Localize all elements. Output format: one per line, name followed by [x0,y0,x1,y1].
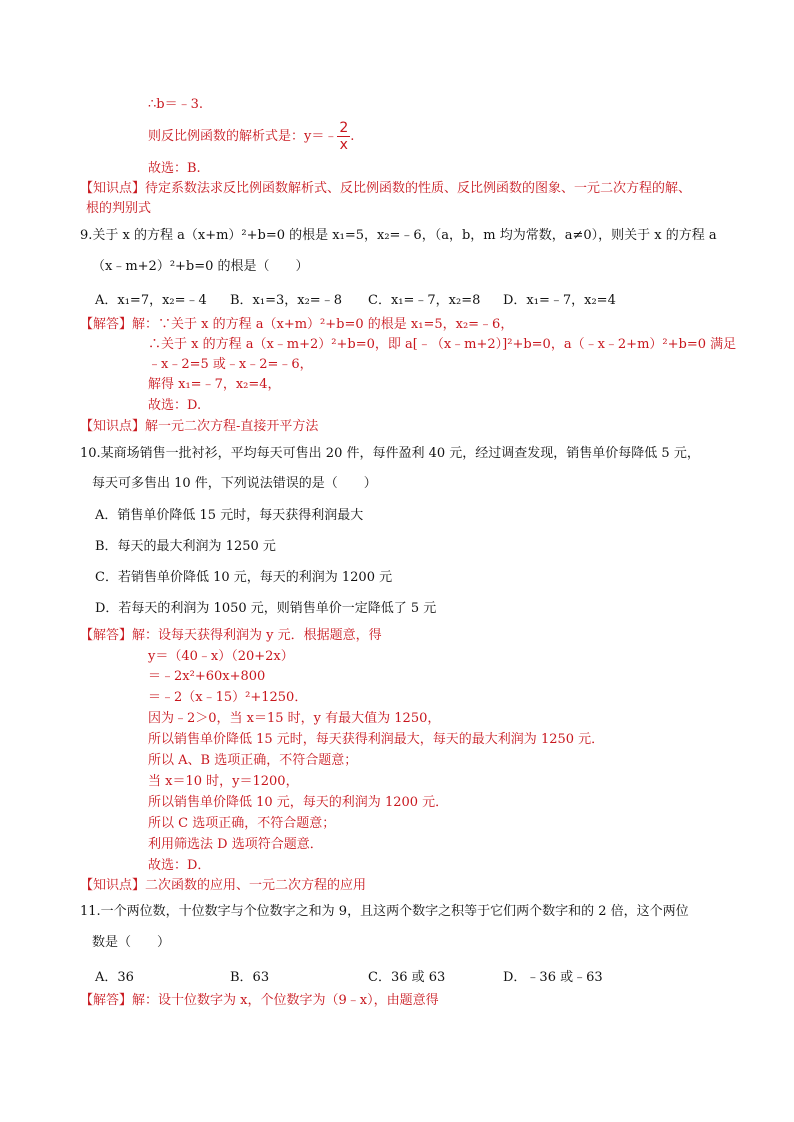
solution-text: 则反比例函数的解析式是：y＝﹣ [148,129,338,144]
knowledge-tag: 【知识点】 [80,181,146,196]
solution-text: 解：设十位数字为 x，个位数字为（9﹣x），由题意得 [132,993,439,1008]
answer-block [80,316,513,334]
solution-line: 利用筛选法 D 选项符合题意． [148,837,323,852]
solution-line: 所以 C 选项正确，不符合题意； [148,816,336,831]
option-d: D．﹣36 或﹣63 [503,970,603,985]
solution-line: 所以 A、B 选项正确，不符合题意； [148,753,358,768]
fraction-denominator: x [339,137,348,153]
question-10-stem-cont: 每天可多售出 10 件，下列说法错误的是（ ） [92,476,377,491]
answer-block [80,992,439,1010]
option-d: D．若每天的利润为 1050 元，则销售单价一定降低了 5 元 [95,601,437,616]
answer-tag: 【解答】 [80,993,133,1008]
option-b: B．每天的最大利润为 1250 元 [95,539,276,554]
solution-line: ∴关于 x 的方程 a（x﹣m+2）²+b=0，即 a[﹣（x﹣m+2）]²+b=0，a（﹣x﹣2+m）²+b=0 满足 [148,337,737,352]
knowledge-point [80,877,366,895]
option-a: A．36 [95,970,134,985]
option-c: C．若销售单价降低 10 元，每天的利润为 1200 元 [95,570,393,585]
fraction-numerator: 2 [339,120,349,136]
option-a: A．销售单价降低 15 元时，每天获得利润最大 [95,508,364,523]
knowledge-text-cont: 根的判别式 [86,201,152,216]
option-a: A．x₁=7，x₂=﹣4 [95,293,207,308]
solution-line: 故选：D. [148,398,202,413]
solution-line: ﹣x﹣2=5 或﹣x﹣2=﹣6， [148,357,313,372]
question-9-stem-cont: （x﹣m+2）²+b=0 的根是（ ） [92,259,309,274]
solution-line: 故选：D． [148,858,211,873]
option-d: D．x₁=﹣7，x₂=4 [503,293,616,308]
solution-line: ∴b＝﹣3. [148,97,203,112]
solution-text: . [350,129,355,144]
question-11-stem: 11.一个两位数，十位数字与个位数字之和为 9，且这两个数字之积等于它们两个数字和的 2 倍，这个两位 [80,904,689,919]
solution-line: 所以销售单价降低 10 元，每天的利润为 1200 元． [148,795,449,810]
question-11-stem-cont: 数是（ ） [92,935,171,950]
solution-line: 因为﹣2＞0，当 x＝15 时，y 有最大值为 1250， [148,711,441,726]
answer-block [80,627,382,645]
solution-line: 当 x＝10 时，y＝1200， [148,774,299,789]
answer-tag: 【解答】 [80,317,133,332]
knowledge-text: 解一元二次方程-直接开平方法 [145,419,319,434]
knowledge-tag: 【知识点】 [80,878,146,893]
knowledge-text: 二次函数的应用、一元二次方程的应用 [145,878,367,893]
solution-line: y＝（40﹣x）（20+2x） [148,649,294,664]
question-9-stem: 9.关于 x 的方程 a（x+m）²+b=0 的根是 x₁=5，x₂=﹣6，（a，b，m 均为常数，a≠0），则关于 x 的方程 a [80,228,717,243]
knowledge-tag: 【知识点】 [80,419,146,434]
knowledge-point [80,180,691,198]
solution-text: 解：∵关于 x 的方程 a（x+m）²+b=0 的根是 x₁=5，x₂=﹣6， [132,317,514,332]
solution-line: 所以销售单价降低 15 元时，每天获得利润最大，每天的最大利润为 1250 元． [148,732,605,747]
knowledge-point [80,418,318,436]
solution-text: 解：设每天获得利润为 y 元．根据题意，得 [132,628,382,643]
knowledge-text: 待定系数法求反比例函数解析式、反比例函数的性质、反比例函数的图象、一元二次方程的解、 [145,181,692,196]
solution-line [148,120,354,154]
option-b: B．x₁=3，x₂=﹣8 [230,293,342,308]
solution-line: 故选：B. [148,161,201,176]
answer-tag: 【解答】 [80,628,133,643]
fraction [337,120,350,153]
option-c: C．36 或 63 [368,970,446,985]
solution-line: ＝﹣2x²+60x+800 [148,669,266,684]
solution-line: 解得 x₁=﹣7，x₂=4， [148,377,281,392]
solution-line: ＝﹣2（x﹣15）²+1250． [148,690,308,705]
question-10-stem: 10.某商场销售一批衬衫，平均每天可售出 20 件，每件盈利 40 元，经过调查发现，销售单价每降低 5 元， [80,446,700,461]
option-b: B．63 [230,970,270,985]
option-c: C．x₁=﹣7，x₂=8 [368,293,481,308]
